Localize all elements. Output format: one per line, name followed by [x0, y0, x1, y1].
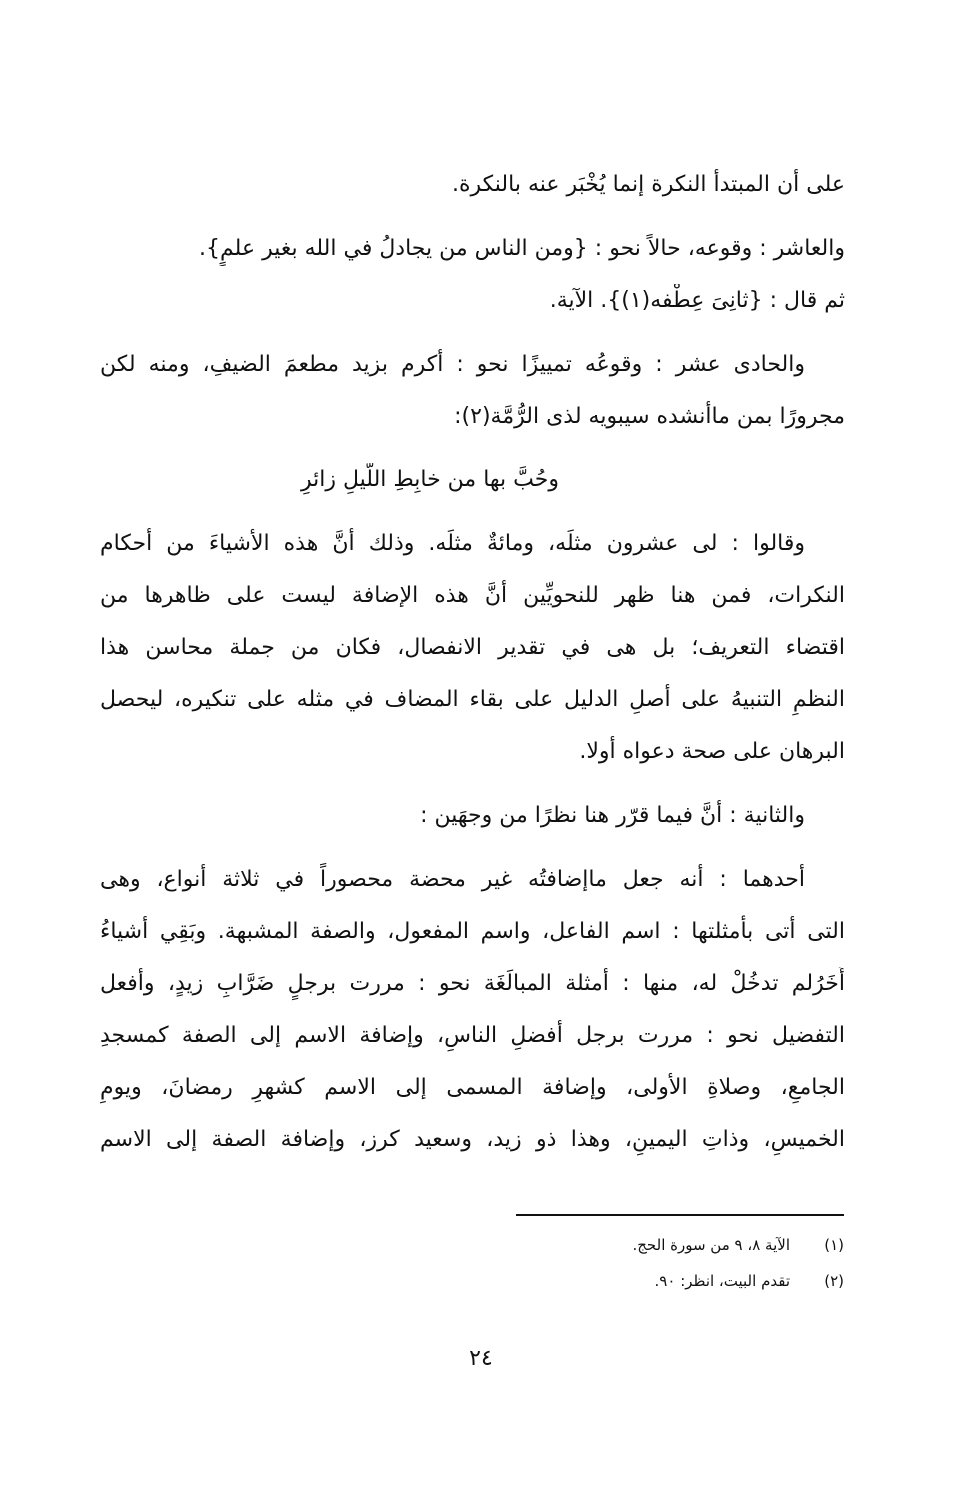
footnote-1 — [0, 1234, 962, 1256]
footnote-number: (٢) — [824, 1272, 844, 1290]
text-line-7: وقالوا : لى عشرون مثلَه، ومائةٌ مثلَه. وذلك أنَّ هذه الأشياءَ من أحكام — [100, 531, 805, 556]
text-line-17: الجامعِ، وصلاةِ الأولى، وإضافة المسمى إلى الاسم كشهرِ رمضانَ، ويومِ — [100, 1075, 845, 1100]
page-number: ٢٤ — [469, 1346, 493, 1371]
text-line-18: الخميسِ، وذاتِ اليمينِ، وهذا ذو زيد، وسعيد كرز، وإضافة الصفة إلى الاسم — [100, 1127, 845, 1152]
footnote-separator — [516, 1214, 844, 1216]
text-line-15: أُخَرُلم تدخُلْ له، منها : أمثلة المبالَغَة نحو : مررت برجلٍ ضَرَّابِ زيدٍ، وأفعل — [100, 971, 845, 996]
text-line-2: والعاشر : وقوعه، حالاً نحو : {ومن الناس من يجادلُ في الله بغير علمٍ}. — [199, 236, 845, 261]
footnote-2 — [0, 1270, 962, 1292]
poetry-verse: وحُبَّ بها من خابِطِ اللَّيلِ زائرِ — [301, 467, 559, 492]
text-line-10: النظمِ التنبيهُ على أصلِ الدليل على بقاء المضاف في مثله على تنكيره، ليحصل — [100, 687, 845, 712]
text-line-4: والحادى عشر : وقوعُه تمييزًا نحو : أكرم بزيد مطعمَ الضيفِ، ومنه لكن — [100, 352, 805, 377]
text-line-9: اقتضاء التعريف؛ بل هى في تقدير الانفصال، فكان من جملة محاسن هذا — [100, 635, 845, 660]
text-line-5: مجرورًا بمن ماأنشده سيبويه لذى الرُّمَّة(٢): — [454, 404, 845, 429]
text-line-14: التى أتى بأمثلتها : اسم الفاعل، واسم المفعول، والصفة المشبهة. وبَقِي أشياءُ — [100, 919, 845, 944]
text-line-3: ثم قال : {ثانِىَ عِطْفه(١)}. الآية. — [549, 288, 845, 313]
text-line-12: والثانية : أنَّ فيما قرّر هنا نظرًا من وجهَين : — [420, 803, 805, 828]
text-line-8: النكرات، فمن هنا ظهر للنحويِّين أنَّ هذه الإضافة ليست على ظاهرها من — [100, 583, 845, 608]
text-line-16: التفضيل نحو : مررت برجل أفضلِ الناسِ، وإضافة الاسم إلى الصفة كمسجدِ — [100, 1023, 845, 1048]
footnote-text: تقدم البيت، انظر: ٩٠. — [654, 1272, 790, 1290]
text-line-1: على أن المبتدأ النكرة إنما يُخْبَر عنه بالنكرة. — [451, 172, 845, 197]
footnote-text: الآية ٨، ٩ من سورة الحج. — [632, 1236, 790, 1254]
footnote-number: (١) — [824, 1236, 844, 1254]
text-line-11: البرهان على صحة دعواه أولا. — [579, 739, 845, 764]
text-line-13: أحدهما : أنه جعل ماإضافتُه غير محضة محصوراً في ثلاثة أنواع، وهى — [100, 867, 805, 892]
